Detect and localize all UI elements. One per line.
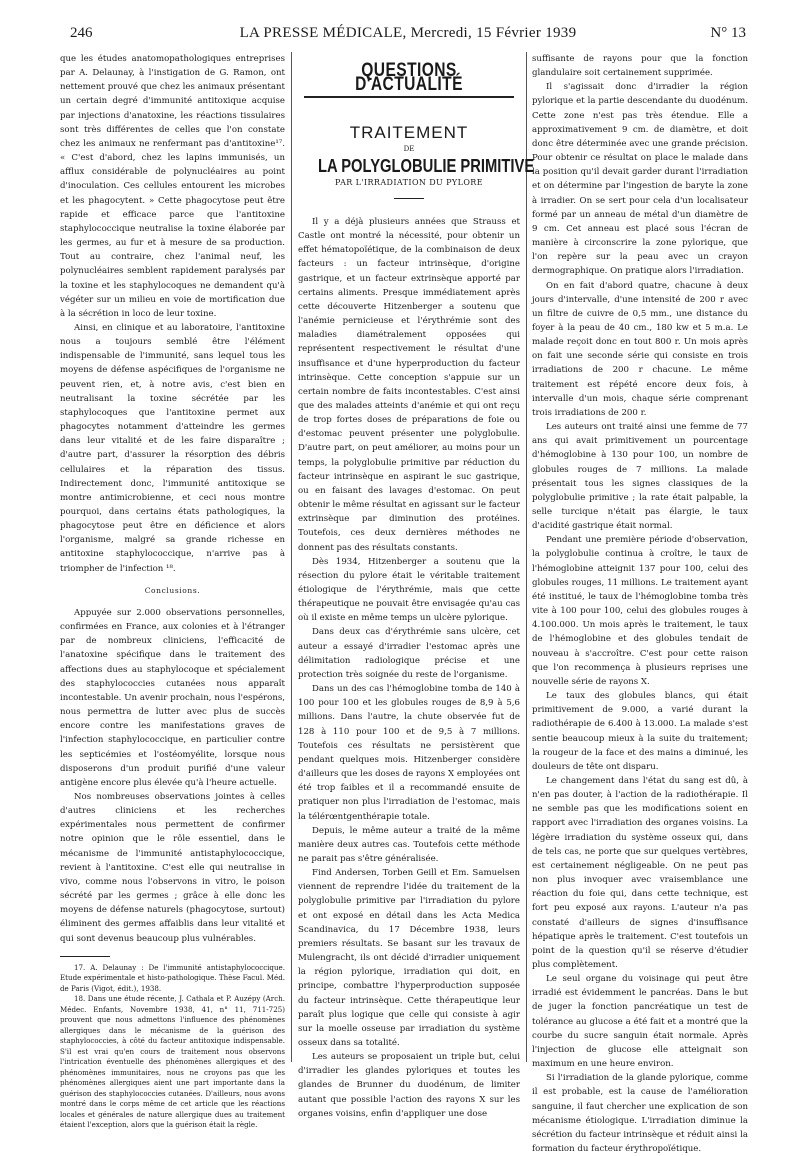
title-separator	[394, 198, 424, 199]
page-number: 246	[70, 25, 93, 41]
body-paragraph: Les auteurs ont traité ainsi une femme de 77 ans qui avait primitivement un pourcentage d'hémoglobine à 130 pour 100, un nombre de globules rouges de 7 millions. La malade présentait tous les signes classiques de la polyglobulie primitive ; la rate était palpable, la selle turcique n'était pas élargie, le taux d'acidité gastrique était normal.	[532, 422, 748, 532]
footnote-separator	[60, 956, 110, 957]
middle-column	[298, 52, 535, 1119]
body-paragraph: Dans deux cas d'érythrémie sans ulcère, cet auteur a essayé d'irradier l'estomac après une délimitation radiologique précise et une protection très soignée du reste de l'organisme.	[298, 627, 520, 680]
footnote: 17. A. Delaunay : De l'immunité antistaphylococcique. Etude expérimentale et histo-pathologique. Thèse Facul. Méd. de Paris (Vigot, édit.), 1938.	[60, 962, 285, 993]
body-paragraph: Ainsi, en clinique et au laboratoire, l'antitoxine nous a toujours semblé être l'élément indispensable de l'immunité, sans lequel tous les moyens de défense aspécifiques de l'organisme ne peuvent rien, et, à notre avis, c'est bien en neutralisant la toxine sécrétée par les staphylocoques que l'antitoxine permet aux phagocytes notamment d'atteindre les germes dans leur vitalité et de les faire disparaître ; d'autre part, d'assurer la résorption des débris cellulaires et la réparation des tissus. Indirectement donc, l'immunité antitoxique se montre antimicrobienne, et ceci nous montre pourquoi, dans certains états pathologiques, la phagocytose peut être en déficience et alors l'organisme, malgré sa grande richesse en antitoxine staphylococcique, n'arrive pas à triompher de l'infection ¹⁸.	[60, 322, 285, 574]
conclusion-paragraph: Nos nombreuses observations jointes à celles d'autres cliniciens et les recherches expérimentales nous permettent de confirmer notre opinion que le rôle essentiel, dans le mécanisme de l'immunité antistaphylococcique, revient à l'antitoxine. C'est elle qui neutralise in vivo, comme nous l'observons in vitro, le poison sécrété par les germes ; grâce à elle donc les moyens de défense naturels (phagocytose, surtout) éliminent des germes affaiblis dans leur vitalité et qui sont devenus beaucoup plus vulnérables.	[60, 791, 285, 944]
rubric-underline	[304, 96, 514, 98]
body-paragraph: Le changement dans l'état du sang est dû, à n'en pas douter, à l'action de la radiothérapie. Il ne semble pas que les modifications soient en rapport avec l'irradiation des organes voisins. La légère irradiation du système osseux qui, dans de tels cas, ne porte que sur quelques vertèbres, est certainement négligeable. On ne peut pas non plus invoquer avec vraisemblance une réaction du foie qui, dans cette technique, est fort peu exposé aux rayons. L'auteur n'a pas constaté d'ailleurs de signes d'insuffisance hépatique après le traitement. C'est toutefois un point de la question qu'il se réserve d'étudier plus complètement.	[532, 775, 748, 970]
section-rubric: QUESTIONS D'ACTUALITÉ	[355, 60, 463, 96]
body-paragraph: Depuis, le même auteur a traité de la même manière deux autres cas. Toutefois cette méthode ne parait pas s'être généralisée.	[298, 825, 520, 864]
body-paragraph: Il y a déjà plusieurs années que Strauss et Castle ont montré la nécessité, pour obtenir un effet hématopoïétique, de la combinaison de deux facteurs : un facteur intrinsèque, d'origine gastrique, et un facteur extrinsèque apporté par certains aliments. Presque immédiatement après cette découverte Hitzenberger a soutenu que l'anémie pernicieuse et l'érythrémie sont des maladies diamétralement opposées qui représentent respectivement le résultat d'une insuffisance et d'une hyperproduction du facteur intrinsèque. Cette conception s'appuie sur un certain nombre de faits incontestables. C'est ainsi que des malades atteints d'anémie et qui ont reçu de trop fortes doses de préparations de foie ou d'estomac peuvent présenter une polyglobulie. D'autre part, on peut améliorer, au moins pour un temps, la polyglobulie primitive par réduction du facteur intrinsèque en aspirant le suc gastrique, ou en faisant des lavages d'estomac. On peut obtenir le même résultat en agissant sur le facteur extrinsèque par diminution des protéines. Toutefois, ces deux dernières méthodes ne donnent pas des résultats constants.	[298, 216, 520, 553]
body-paragraph: Dès 1934, Hitzenberger a soutenu que la résection du pylore était le véritable traitement étiologique de l'érythrémie, mais que cette thérapeutique ne pouvait être envisagée qu'au cas où il existe en même temps un ulcère pylorique.	[298, 556, 520, 624]
article-title-subject: LA POLYGLOBULIE PRIMITIVE	[317, 155, 535, 176]
conclusions-heading: Conclusions.	[144, 585, 201, 595]
body-paragraph: que les études anatomopathologiques entreprises par A. Delaunay, à l'instigation de G. Ramon, ont nettement prouvé que chez les animaux présentant un certain degré d'immunité antitoxique acquise par injections d'anatoxine, les réactions tissulaires sont très différentes de celles que l'on constate chez les animaux ne renfermant pas d'antitoxine¹⁷. « C'est d'abord, chez les lapins immunisés, un afflux considérable de polynucléaires au point d'inoculation. Ces cellules entourent les microbes et les phagocytent. » Cette phagocytose peut être rapide et efficace parce que l'antitoxine staphylococcique neutralise la toxine élaborée par les germes, au fur et à mesure de sa production. Tout au contraire, chez l'animal neuf, les polynucléaires semblent rapidement paralysés par la toxine et les staphylocoques ne demandent qu'à végéter sur un milieu en voie de mortification due à la sécrétion in loco de leur toxine.	[60, 54, 285, 319]
body-paragraph: Pendant une première période d'observation, la polyglobulie continua à croître, le taux de l'hémoglobine atteignit 137 pour 100, celui des globules rouges, 11 millions. Le traitement ayant été institué, le taux de l'hémoglobine tomba très vite à 100 pour 100, celui des globules rouges à 4.100.000. Un mois après le traitement, le taux de l'hémoglobine et des globules tendait de nouveau à s'accroître. C'est pour cette raison que l'on recommença à plusieurs reprises une nouvelle série de rayons X.	[532, 535, 748, 687]
conclusion-paragraph: Appuyée sur 2.000 observations personnelles, confirmées en France, aux colonies et à l'étranger par de nombreux cliniciens, l'efficacité de l'anatoxine spécifique dans le traitement des affections dues au staphylocoque et spécialement des staphylococcies cutanées nous apparaît incontestable. Un avenir prochain, nous l'espérons, nous permettra de lutter avec plus de succès encore contre les manifestations graves de l'infection staphylococcique, en particulier contre les septicémies et l'ostéomyélite, lorsque nous disposerons d'un produit purifié d'une valeur antigène encore plus élevée qu'à l'heure actuelle.	[60, 607, 285, 788]
article-subtitle: PAR L'IRRADIATION DU PYLORE	[335, 177, 483, 187]
page-header	[70, 22, 746, 44]
footnote: 18. Dans une étude récente, J. Cathala et P. Auzépy (Arch. Médec. Enfants, Novembre 1938, 41, n° 11, 711-725) prouvent que nous admettons l'influence des phénomènes allergiques dans le mécanisme de la guérison des staphylococcies, à côté du facteur antitoxique indispensable. S'il est vrai qu'en cours de traitement nous observons l'intrication éventuelle des phénomènes allergiques et des phénomènes immunitaires, nous ne croyons pas que les phénomènes allergiques aient une part importante dans la guérison des staphylococcies cutanées. D'ailleurs, nous avons montré dans le corps même de cet article que les réactions locales et générales de nature allergique dues au traitement étaient l'exception, alors que la guérison était la règle.	[60, 994, 285, 1130]
body-paragraph: Le taux des globules blancs, qui était primitivement de 9.000, a varié durant la radiothérapie de 6.400 à 13.000. La malade s'est sentie beaucoup mieux à la suite du traitement; la rougeur de la face et des mains a diminué, les douleurs de tête ont disparu.	[532, 691, 748, 772]
body-paragraph: Si l'irradiation de la glande pylorique, comme il est probable, est la cause de l'amélioration sanguine, il faut chercher une explication de son mécanisme étiologique. L'irradiation diminue la sécrétion du facteur intrinsèque et réduit ainsi la formation du facteur érythropoïétique.	[532, 1073, 748, 1155]
body-paragraph: Les auteurs se proposaient un triple but, celui d'irradier les glandes pyloriques et toutes les glandes de Brunner du duodénum, de limiter autant que possible l'action des rayons X sur les organes voisins, enfin d'appliquer une dose	[298, 1052, 520, 1119]
column-divider-left	[291, 52, 292, 1062]
body-paragraph: suffisante de rayons pour que la fonction glandulaire soit certainement supprimée.	[532, 54, 748, 79]
column-divider-right	[526, 52, 527, 1062]
article-title-connector: DE	[403, 145, 415, 154]
body-paragraph: On en fait d'abord quatre, chacune à deux jours d'intervalle, d'une intensité de 200 r avec un filtre de cuivre de 0,5 mm., une distance du foyer à la peau de 40 cm., 180 kw et 5 m.a. Le malade reçoit donc en tout 800 r. Un mois après on fait une seconde série qui consiste en trois irradiations de 200 r chacune. Le même traitement est répété encore deux fois, à intervalle d'un mois, chaque série comprenant trois irradiations de 200 r.	[532, 280, 748, 418]
right-column	[532, 52, 748, 1155]
body-paragraph: Dans un des cas l'hémoglobine tomba de 140 à 100 pour 100 et les globules rouges de 8,9 à 5,6 millions. Dans l'autre, la chute observée fut de 128 à 110 pour 100 et de 9,5 à 7 millions. Toutefois ces résultats ne persistèrent que pendant quelques mois. Hitzenberger considère d'ailleurs que les doses de rayons X employées ont été trop faibles et il a recommandé ensuite de pratiquer non plus l'irradiation de l'estomac, mais la télérœntgenthérapie totale.	[298, 684, 520, 822]
left-column	[60, 52, 285, 1130]
body-paragraph: Le seul organe du voisinage qui peut être irradié est évidemment le pancréas. Dans le but de juger la fonction pancréatique un test de tolérance au glucose a été fait et a montré que la courbe du sucre sanguin était normale. Après l'injection de glucose elle atteignait son maximum en une heure environ.	[532, 974, 748, 1070]
article-title-main: TRAITEMENT	[349, 123, 469, 143]
body-paragraph: Find Andersen, Torben Geill et Em. Samuelsen viennent de reprendre l'idée du traitement de la polyglobulie primitive par l'irradiation du pylore et ont exposé en détail dans les Acta Medica Scandinavica, du 17 Décembre 1938, leurs premiers résultats. Se basant sur les travaux de Mulengracht, ils ont décidé d'irradier uniquement la région pylorique, irradiation qui doit, en principe, combattre l'hyperproduction supposée du facteur intrinsèque. Cette thérapeutique leur paraît plus logique que celle qui consiste à agir sur la moelle osseuse par irradiation du système osseux dans sa totalité.	[298, 868, 520, 1048]
issue-number: N° 13	[710, 25, 746, 41]
journal-running-title: LA PRESSE MÉDICALE, Mercredi, 15 Février 1939	[239, 25, 577, 41]
body-paragraph: Il s'agissait donc d'irradier la région pylorique et la partie descendante du duodénum. Cette zone n'est pas très étendue. Elle a approximativement 9 cm. de diamètre, et doit donc être déterminée avec une grande précision. Pour obtenir ce résultat on place le malade dans la position qu'il devait garder durant l'irradiation et on détermine par l'ingestion de baryte la zone à irradier. On se sert pour cela d'un localisateur formé par un anneau de métal d'un diamètre de 9 cm. Cet anneau est placé sous l'écran de manière à circonscrire la zone pylorique, que l'on repère sur la peau avec un crayon dermographique. On pratique alors l'irradiation.	[532, 82, 748, 277]
